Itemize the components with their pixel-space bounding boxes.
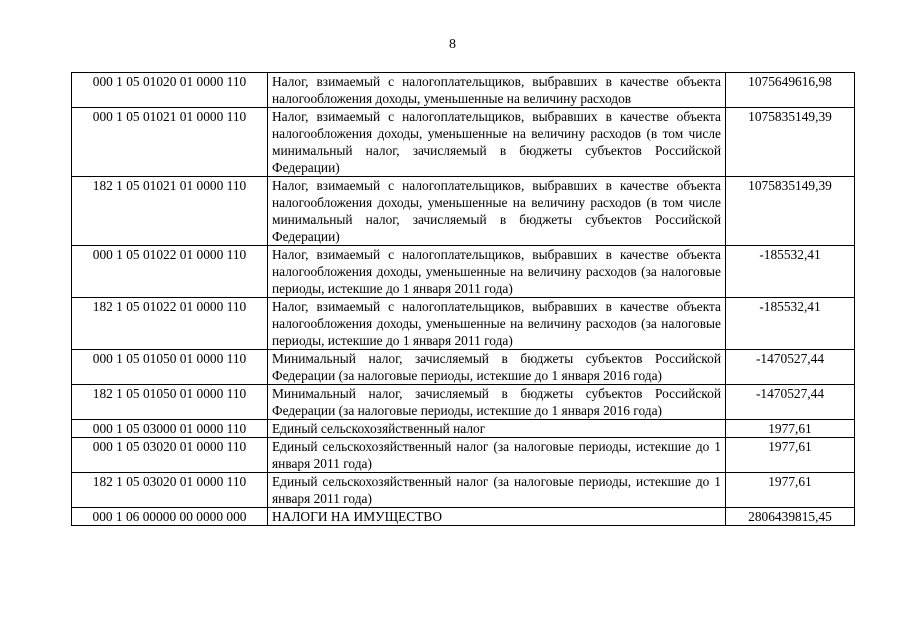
table-row [72, 438, 855, 473]
table-row [72, 508, 855, 526]
revenue-name: Единый сельскохозяйственный налог (за налоговые периоды, истекшие до 1 января 2011 года) [268, 438, 726, 473]
budget-classification-code: 182 1 05 03020 01 0000 110 [72, 473, 268, 508]
budget-revenue-table [71, 72, 855, 526]
table-row [72, 385, 855, 420]
revenue-name: Минимальный налог, зачисляемый в бюджеты субъектов Российской Федерации (за налоговые периоды, истекшие до 1 января 2016 года) [268, 385, 726, 420]
budget-classification-code: 000 1 05 03000 01 0000 110 [72, 420, 268, 438]
budget-classification-code: 182 1 05 01022 01 0000 110 [72, 298, 268, 350]
amount-value: 1075649616,98 [726, 73, 855, 108]
budget-classification-code: 000 1 05 01020 01 0000 110 [72, 73, 268, 108]
amount-value: 1977,61 [726, 438, 855, 473]
revenue-name: Налог, взимаемый с налогоплательщиков, выбравших в качестве объекта налогообложения доходы, уменьшенные на величину расходов [268, 73, 726, 108]
revenue-name: Налог, взимаемый с налогоплательщиков, выбравших в качестве объекта налогообложения доходы, уменьшенные на величину расходов (в том числе минимальный налог, зачисляемый в бюджеты субъектов Российской Федерации) [268, 108, 726, 177]
page-number: 8 [449, 37, 456, 52]
amount-value: -185532,41 [726, 298, 855, 350]
table-row [72, 350, 855, 385]
amount-value: 2806439815,45 [726, 508, 855, 526]
amount-value: 1977,61 [726, 473, 855, 508]
amount-value: -185532,41 [726, 246, 855, 298]
amount-value: -1470527,44 [726, 385, 855, 420]
budget-classification-code: 182 1 05 01050 01 0000 110 [72, 385, 268, 420]
table-row [72, 246, 855, 298]
amount-value: 1075835149,39 [726, 108, 855, 177]
budget-classification-code: 000 1 05 01021 01 0000 110 [72, 108, 268, 177]
revenue-name: Налог, взимаемый с налогоплательщиков, выбравших в качестве объекта налогообложения доходы, уменьшенные на величину расходов (за налоговые периоды, истекшие до 1 января 2011 года) [268, 298, 726, 350]
table-row [72, 177, 855, 246]
table-row [72, 420, 855, 438]
table-row [72, 298, 855, 350]
budget-classification-code: 000 1 06 00000 00 0000 000 [72, 508, 268, 526]
table-row [72, 473, 855, 508]
table-row [72, 108, 855, 177]
revenue-name: Налог, взимаемый с налогоплательщиков, выбравших в качестве объекта налогообложения доходы, уменьшенные на величину расходов (за налоговые периоды, истекшие до 1 января 2011 года) [268, 246, 726, 298]
budget-classification-code: 000 1 05 01050 01 0000 110 [72, 350, 268, 385]
table-row [72, 73, 855, 108]
budget-classification-code: 000 1 05 03020 01 0000 110 [72, 438, 268, 473]
revenue-name: Налог, взимаемый с налогоплательщиков, выбравших в качестве объекта налогообложения доходы, уменьшенные на величину расходов (в том числе минимальный налог, зачисляемый в бюджеты субъектов Российской Федерации) [268, 177, 726, 246]
amount-value: 1977,61 [726, 420, 855, 438]
revenue-name: Минимальный налог, зачисляемый в бюджеты субъектов Российской Федерации (за налоговые периоды, истекшие до 1 января 2016 года) [268, 350, 726, 385]
revenue-name: Единый сельскохозяйственный налог (за налоговые периоды, истекшие до 1 января 2011 года) [268, 473, 726, 508]
budget-classification-code: 000 1 05 01022 01 0000 110 [72, 246, 268, 298]
amount-value: -1470527,44 [726, 350, 855, 385]
amount-value: 1075835149,39 [726, 177, 855, 246]
budget-classification-code: 182 1 05 01021 01 0000 110 [72, 177, 268, 246]
revenue-name: Единый сельскохозяйственный налог [268, 420, 726, 438]
revenue-name: НАЛОГИ НА ИМУЩЕСТВО [268, 508, 726, 526]
